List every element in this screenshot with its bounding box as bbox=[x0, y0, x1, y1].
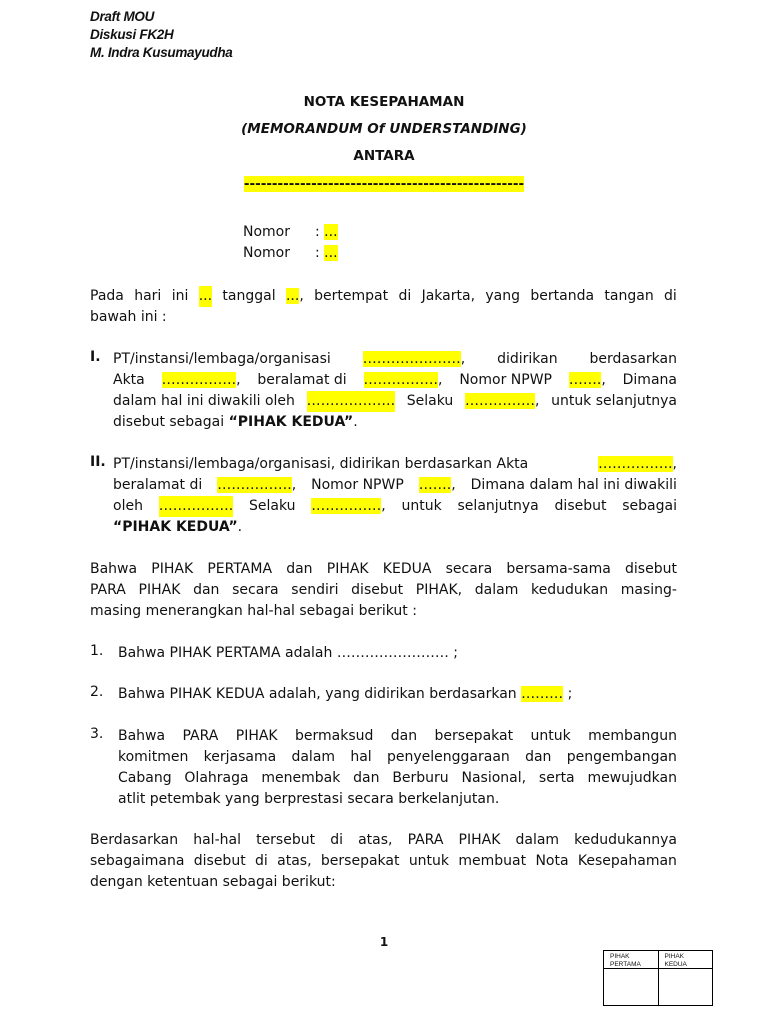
text: Pada bbox=[90, 288, 124, 304]
text: , bbox=[236, 372, 241, 388]
text: Nota bbox=[535, 853, 569, 869]
text: komitmen bbox=[118, 749, 189, 765]
text: tanggal bbox=[222, 288, 276, 304]
initial-column-first-party bbox=[604, 951, 658, 1005]
text: di bbox=[330, 832, 343, 848]
header-author: M. Indra Kusumayudha bbox=[90, 45, 233, 60]
header-draft: Draft MOU bbox=[90, 9, 155, 24]
text: , bbox=[299, 288, 304, 304]
date-blank: ... bbox=[285, 288, 300, 304]
document-header bbox=[90, 8, 233, 62]
text: untuk selanjutnya bbox=[551, 393, 677, 409]
text: Cabang bbox=[118, 770, 172, 786]
text: bersama-sama bbox=[506, 561, 611, 577]
page-number: 1 bbox=[379, 935, 389, 949]
text: KEDUA bbox=[664, 960, 687, 968]
text: serta bbox=[538, 770, 575, 786]
npwp-blank: ……. bbox=[568, 372, 602, 388]
text: Kesepahaman bbox=[577, 853, 677, 869]
text: , bbox=[534, 393, 540, 409]
representative-blank: ……………. bbox=[159, 496, 233, 517]
text: dan bbox=[525, 749, 552, 765]
org-name-blank: ………………… bbox=[362, 351, 461, 367]
text: atlit petembak yang berprestasi secara berkelanjutan. bbox=[118, 791, 500, 807]
party-role: “PIHAK KEDUA” bbox=[113, 519, 238, 535]
item-2-number: 2. bbox=[90, 684, 104, 700]
text: ; bbox=[567, 686, 573, 702]
text: PARA bbox=[407, 832, 444, 848]
text: PIHAK bbox=[151, 561, 194, 577]
text: menembak bbox=[261, 770, 341, 786]
date-group bbox=[286, 286, 304, 307]
text: Bahwa PIHAK KEDUA adalah, yang didirikan berdasarkan bbox=[118, 686, 517, 702]
text: Bahwa bbox=[90, 561, 138, 577]
text: disebut bbox=[625, 561, 677, 577]
initial-header-first-party bbox=[604, 951, 658, 969]
text: PT/instansi/lembaga/organisasi bbox=[113, 351, 331, 367]
text: dalam hal ini diwakili oleh bbox=[113, 393, 295, 409]
text: PIHAK bbox=[326, 561, 369, 577]
text: secara bbox=[445, 561, 493, 577]
item-3 bbox=[118, 726, 677, 810]
text: bawah ini : bbox=[90, 309, 167, 325]
item-1-number: 1. bbox=[90, 643, 104, 659]
item-2 bbox=[118, 684, 677, 705]
position-blank: …………… bbox=[464, 393, 535, 409]
text: , bbox=[672, 456, 677, 472]
text: mewujudkan bbox=[587, 770, 677, 786]
text: sebagaimana bbox=[90, 853, 185, 869]
text: …………………… ; bbox=[336, 645, 458, 661]
text: Bahwa PIHAK PERTAMA adalah bbox=[118, 645, 333, 661]
text: , bbox=[381, 498, 386, 514]
closing-paragraph bbox=[90, 830, 677, 893]
text: tangan bbox=[604, 288, 654, 304]
text: yang bbox=[485, 288, 521, 304]
text: disebut bbox=[554, 498, 607, 514]
party-1-paragraph bbox=[113, 349, 677, 433]
text: PIHAK bbox=[610, 953, 630, 960]
text: hal-hal bbox=[193, 832, 241, 848]
text: selanjutnya bbox=[457, 498, 539, 514]
nomor-colon: : bbox=[315, 245, 320, 261]
item-1 bbox=[118, 643, 677, 664]
npwp-group bbox=[419, 475, 456, 496]
text: . bbox=[353, 414, 358, 430]
opening-paragraph bbox=[90, 286, 677, 328]
text: PIHAK bbox=[138, 582, 181, 598]
text: PIHAK bbox=[664, 953, 685, 960]
text: Berburu bbox=[392, 770, 449, 786]
address-blank: ……………. bbox=[363, 372, 438, 388]
text: , bbox=[460, 351, 466, 367]
text: dan bbox=[390, 728, 418, 744]
text: PARA bbox=[90, 582, 126, 598]
party-role: “PIHAK KEDUA” bbox=[228, 414, 354, 430]
text: dalam bbox=[291, 749, 336, 765]
text: beralamat di bbox=[257, 372, 347, 388]
nomor-value: ... bbox=[324, 224, 338, 240]
text: Selaku bbox=[248, 498, 296, 514]
akta-group bbox=[162, 370, 241, 391]
text: bersepakat bbox=[434, 728, 514, 744]
title-main: NOTA KESEPAHAMAN bbox=[303, 94, 465, 110]
day-blank: ... bbox=[199, 286, 212, 307]
text: masing- bbox=[620, 582, 677, 598]
text: di bbox=[664, 288, 677, 304]
text: Nomor NPWP bbox=[311, 477, 404, 493]
text: PERTAMA bbox=[610, 960, 641, 968]
akta-blank: ……………. bbox=[161, 372, 237, 388]
text: oleh bbox=[113, 498, 143, 514]
nomor-value: ... bbox=[324, 245, 338, 261]
text: penyelenggaraan bbox=[386, 749, 510, 765]
text: dengan ketentuan sebagai berikut: bbox=[90, 874, 336, 890]
header-discussion: Diskusi FK2H bbox=[90, 27, 174, 42]
text: . bbox=[237, 519, 243, 535]
text: dan bbox=[286, 561, 313, 577]
text: , bbox=[438, 372, 443, 388]
text: membuat bbox=[458, 853, 527, 869]
representative-blank: ………………. bbox=[307, 391, 395, 412]
text: atas, bbox=[277, 853, 312, 869]
text: PT/instansi/lembaga/organisasi, didirikan berdasarkan Akta bbox=[113, 456, 529, 472]
party-2-paragraph bbox=[113, 454, 677, 538]
text: dalam bbox=[474, 582, 519, 598]
text: Selaku bbox=[406, 393, 454, 409]
text: untuk bbox=[530, 728, 571, 744]
akta-blank: ……………. bbox=[598, 456, 673, 472]
nomor-label: Nomor bbox=[243, 245, 290, 261]
recital-paragraph bbox=[90, 559, 677, 622]
title-subtitle: (MEMORANDUM Of UNDERSTANDING) bbox=[241, 121, 527, 137]
text: PIHAK bbox=[458, 832, 501, 848]
text: kedudukan bbox=[531, 582, 609, 598]
party-name-blank: -------------------------------------------------- bbox=[243, 176, 525, 192]
position-blank: …………… bbox=[311, 498, 382, 514]
initial-header-second-party bbox=[659, 951, 713, 969]
text: bertanda bbox=[530, 288, 595, 304]
text: ini bbox=[171, 288, 189, 304]
text: disebut bbox=[351, 582, 404, 598]
text: disebut bbox=[193, 853, 246, 869]
text: pengembangan bbox=[566, 749, 677, 765]
text: untuk bbox=[401, 498, 442, 514]
basis-blank: ……… bbox=[521, 686, 564, 702]
text: Dimana dalam hal ini diwakili bbox=[470, 477, 677, 493]
initial-box bbox=[603, 950, 713, 1006]
position-group bbox=[311, 496, 385, 517]
text: secara bbox=[232, 582, 279, 598]
text: dan bbox=[193, 582, 220, 598]
party-1-numeral: I. bbox=[90, 349, 101, 365]
address-group bbox=[217, 475, 296, 496]
position-group bbox=[465, 391, 539, 412]
text: berdasarkan bbox=[589, 351, 677, 367]
text: , bbox=[291, 477, 297, 493]
text: sebagai bbox=[622, 498, 677, 514]
text: hari bbox=[134, 288, 162, 304]
text: Bahwa bbox=[118, 728, 166, 744]
title-antara: ANTARA bbox=[353, 148, 415, 164]
text: Berdasarkan bbox=[90, 832, 179, 848]
address-blank: ……………. bbox=[217, 477, 292, 493]
title-party-placeholder bbox=[0, 176, 768, 192]
text: KEDUA bbox=[382, 561, 432, 577]
text: beralamat di bbox=[113, 477, 203, 493]
nomor-line-2 bbox=[243, 245, 338, 261]
org-name-group bbox=[363, 349, 465, 370]
text: PARA bbox=[182, 728, 219, 744]
text: , bbox=[451, 477, 456, 493]
text: Jakarta, bbox=[421, 288, 476, 304]
initial-column-second-party bbox=[658, 951, 713, 1005]
npwp-blank: ……. bbox=[418, 477, 452, 493]
nomor-label: Nomor bbox=[243, 224, 290, 240]
text: bertempat bbox=[314, 288, 389, 304]
akta-group bbox=[598, 454, 677, 475]
text: di bbox=[398, 288, 412, 304]
party-2-numeral: II. bbox=[90, 454, 106, 470]
text: atas, bbox=[358, 832, 393, 848]
text: Dimana bbox=[622, 372, 677, 388]
text: bermaksud bbox=[295, 728, 374, 744]
text: Nasional, bbox=[461, 770, 527, 786]
text: untuk bbox=[408, 853, 450, 869]
item-3-number: 3. bbox=[90, 726, 104, 742]
nomor-colon: : bbox=[315, 224, 320, 240]
text: Olahraga bbox=[184, 770, 249, 786]
text: di bbox=[255, 853, 268, 869]
text: Akta bbox=[113, 372, 145, 388]
text: masing menerangkan hal-hal sebagai berikut : bbox=[90, 603, 417, 619]
npwp-group bbox=[569, 370, 606, 391]
address-group bbox=[364, 370, 443, 391]
text: PERTAMA bbox=[207, 561, 273, 577]
text: PIHAK bbox=[235, 728, 278, 744]
text: membangun bbox=[588, 728, 677, 744]
text: dan bbox=[353, 770, 380, 786]
text: hal bbox=[350, 749, 372, 765]
text: didirikan bbox=[497, 351, 558, 367]
nomor-line-1 bbox=[243, 224, 338, 240]
text: dalam bbox=[515, 832, 560, 848]
text: kedudukannya bbox=[574, 832, 677, 848]
text: disebut sebagai bbox=[113, 414, 225, 430]
text: , bbox=[601, 372, 606, 388]
text: sendiri bbox=[291, 582, 339, 598]
text: PIHAK, bbox=[415, 582, 463, 598]
text: bersepakat bbox=[320, 853, 400, 869]
text: Nomor NPWP bbox=[459, 372, 552, 388]
text: kerjasama bbox=[203, 749, 277, 765]
text: tersebut bbox=[256, 832, 316, 848]
